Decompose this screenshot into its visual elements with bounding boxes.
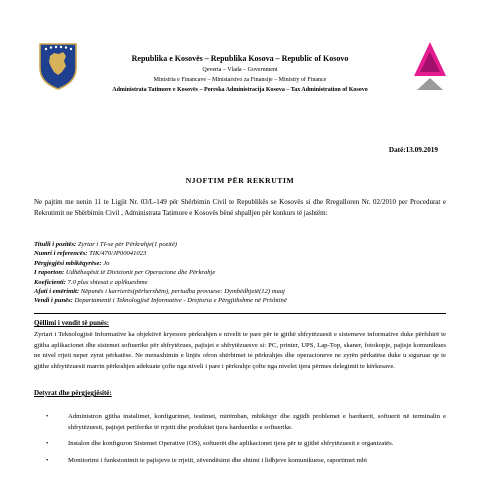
- intro-paragraph: Ne pajtim me nenin 11 te Ligjit Nr. 03/L-149 për Shërbimin Civil te Republikës se Kosovës si dhe Rregulloren Nr. 02/2010 per Procedurat e Rekrutimit ne Shërbimin Civil , Administrata Tatimore e Kosovës bënë shpalljen për konkurs të jashtëm:: [34, 198, 446, 217]
- field-workplace: Vendi i punës: Departamenti i Teknologjisë Informative - Drejtoria e Përgjithshme në Prishtinë: [34, 297, 287, 305]
- header-government: Qeveria – Vlada – Government: [202, 67, 278, 73]
- document-header: [0, 34, 480, 106]
- tax-administration-logo-icon: [413, 40, 447, 90]
- header-tax-administration: Administrata Tatimore e Kosovës – Poreska Administracija Kosova – Tax Administration of Kosovo: [112, 87, 368, 93]
- bullet-icon: •: [46, 413, 49, 420]
- field-appointment-term: Afati i emërimit: Nëpunës i karrierës(përhershëm), periudha provuese: Dymbëdhjetë(12) muaj: [34, 288, 285, 296]
- duties-list: [34, 412, 446, 472]
- field-position-title: Titulli i pozitës: Zyrtar i TI-se për Përkrahje(1 pozitë): [34, 241, 177, 248]
- announcement-title: NJOFTIM PËR REKRUTIM: [185, 176, 295, 185]
- purpose-heading: Qëllimi i vendit të punës:: [34, 319, 110, 327]
- announcement-date: Datë:13.09.2019: [388, 146, 438, 154]
- bullet-icon: •: [46, 456, 49, 464]
- purpose-paragraph: Zyrtari i Teknologjisë Informative ka objektivë kryesore përkrahjen e nivelit te pare për te gjithë shfrytëzuesit e sistemeve informative duke përfshirë te gjitha aplikacionet dhe sistemet softuerike për shfrytëzues, pajisjet e shfrytëzuesve si: PC, printer, UPS, Lap-Top, skaner, fotokopje, pajisje komunikues ne nivel rrjeti neper zyrat përkatëse. Ne menaxhimin e linjës ofron shërbimet te përkrahjes dhe operacioneve ne zyrën përkatëse duke u siguruar qe te gjithe shfrytëzuesit marrin përkrahjen adekuate çofte nga niveli i pare i përkrahje çofte nga nivelet tjera përmes delegimit te kërkesave.: [34, 331, 446, 370]
- bullet-icon: •: [46, 440, 49, 448]
- field-supervisory-responsibility: Përgjegjësi mbikëqyrëse: Jo: [34, 259, 110, 267]
- field-reports-to: I raporton: Udhëheqësit të Divizionit per Operacione dhe Përkrahje: [34, 269, 216, 277]
- list-item: • Administron gjitha instalimet, konfigurimet, testimet, mirëmban, mbikëqyr dhe zgjidh problemet e harduerit, softuerit në terminalin e shfrytëzuesit, pajisjet periferike të rrjetit dhe produktet tjera harduerike e softuerike.: [46, 413, 446, 431]
- field-reference-number: Numri i referencës: TIK/470/JP00041023: [34, 250, 147, 258]
- list-item: • Instalon dhe konfiguron Sistemet Operative (OS), softuerët dhe aplikacionet tjera për te gjithë shfrytëzuesit e organizatës.: [34, 439, 446, 450]
- field-coefficient: Koeficienti: 7.0 plus shtesat e aplikueshme: [34, 278, 148, 286]
- header-state-name: Republika e Kosovës – Republika Kosova – Republic of Kosovo: [131, 54, 349, 63]
- section-divider: [34, 313, 446, 314]
- list-item: • Monitorimi i funksionimit te pajisjeve te rrjetit, zëvendësimi dhe shtimi i lidhjeve komunikuese, raportimet mbi: [34, 456, 446, 467]
- duties-heading: Detyrat dhe përgjegjësitë:: [34, 389, 112, 397]
- header-ministry: Ministria e Financave – Ministarstvo za Finansije – Ministry of Finance: [153, 77, 327, 83]
- position-details: [34, 240, 446, 306]
